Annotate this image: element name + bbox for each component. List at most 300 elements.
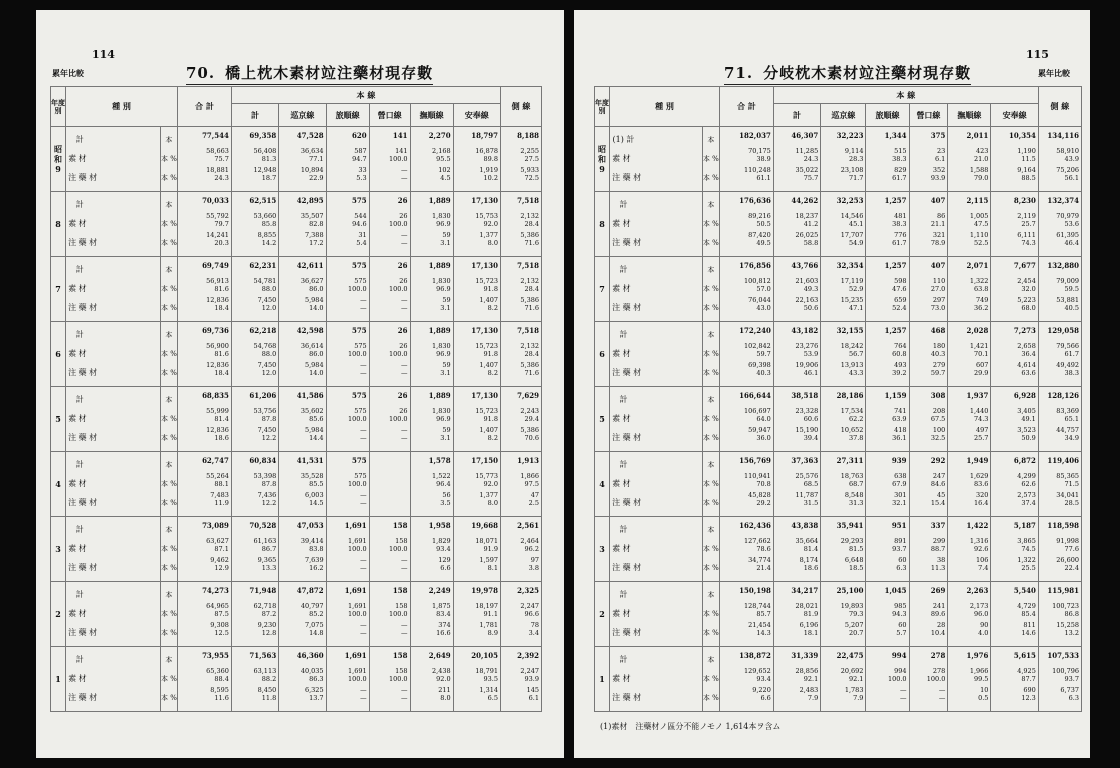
- value-pair: [866, 146, 906, 164]
- count-value: 15,258: [1056, 621, 1079, 629]
- count-value: 15,723: [475, 407, 498, 415]
- kind-text: 注 藥 材: [68, 173, 98, 182]
- kind-total-label: [612, 326, 700, 344]
- percent-value: —: [900, 694, 907, 702]
- count-value: 9,164: [1017, 166, 1036, 174]
- percent-value: 5.3: [356, 174, 367, 182]
- value-pair: [279, 425, 323, 443]
- count-value: 1,830: [432, 407, 451, 415]
- table-row: [51, 647, 542, 712]
- value-stack: [411, 387, 451, 443]
- value-pair: [720, 211, 771, 229]
- kind-cell: [66, 387, 161, 452]
- unit-labels: [703, 326, 719, 382]
- unit-label: 本 %: [160, 675, 177, 683]
- kind-cell: [610, 517, 703, 582]
- count-value: 208: [932, 407, 946, 415]
- count-value: 60,834: [249, 456, 277, 465]
- value-pair: [370, 230, 408, 248]
- value-cell: [719, 582, 773, 647]
- value-cell: [909, 192, 948, 257]
- value-pair: [866, 165, 906, 183]
- value-pair: [454, 341, 498, 359]
- total-value: [866, 322, 906, 340]
- unit-label: 本: [165, 461, 173, 469]
- table-number: 70.: [186, 64, 216, 82]
- percent-value: 29.4: [524, 415, 539, 423]
- value-pair: [232, 555, 276, 573]
- percent-value: 5.4: [356, 239, 367, 247]
- total-value: [866, 647, 906, 665]
- percent-value: 85.8: [261, 220, 277, 228]
- value-stack: [821, 517, 863, 573]
- percent-value: 87.5: [214, 610, 229, 618]
- kind-text: 素 材: [68, 674, 87, 683]
- value-stack: [991, 257, 1035, 313]
- count-value: 17,130: [471, 391, 498, 400]
- value-cell: [909, 582, 948, 647]
- value-pair: [774, 211, 818, 229]
- kind-raw-label: [68, 605, 158, 623]
- value-pair: [948, 536, 988, 554]
- unit-cell: [160, 192, 177, 257]
- count-value: 2,573: [1017, 491, 1036, 499]
- value-stack: [910, 387, 946, 443]
- total-value: [370, 127, 408, 145]
- total-value: [327, 582, 367, 600]
- total-value: [948, 452, 988, 470]
- percent-value: 28.3: [848, 155, 864, 163]
- count-value: 587: [354, 147, 367, 155]
- count-value: 18,763: [840, 472, 864, 480]
- count-value: 10,652: [840, 426, 864, 434]
- total-value: [178, 647, 229, 665]
- count-value: 59: [442, 361, 451, 369]
- total-value: [327, 127, 367, 145]
- count-value: 5,933: [520, 166, 539, 174]
- total-value: [910, 452, 946, 470]
- value-stack: [454, 387, 498, 443]
- count-value: 42,611: [296, 261, 324, 270]
- value-stack: [279, 192, 323, 248]
- value-cell: [1038, 127, 1081, 192]
- count-value: 575: [354, 342, 367, 350]
- count-value: 32,223: [836, 131, 864, 140]
- table-row: [595, 387, 1082, 452]
- count-value: 3,523: [1017, 426, 1036, 434]
- percent-value: 3.1: [440, 434, 451, 442]
- count-value: 62,747: [202, 456, 229, 465]
- value-stack: [1039, 647, 1079, 703]
- percent-value: 18.1: [803, 629, 819, 637]
- value-pair: [279, 536, 323, 554]
- value-cell: [231, 322, 278, 387]
- unit-cell: [160, 582, 177, 647]
- percent-value: 52.9: [848, 285, 864, 293]
- line-header: 營口線: [369, 104, 410, 127]
- percent-value: 89.8: [483, 155, 498, 163]
- value-pair: [501, 341, 539, 359]
- value-pair: [279, 555, 323, 573]
- kind-text: 計: [75, 265, 84, 274]
- percent-value: 94.3: [892, 610, 907, 618]
- value-cell: [991, 192, 1038, 257]
- value-pair: [279, 165, 323, 183]
- value-stack: [454, 452, 498, 508]
- kind-cell: [66, 517, 161, 582]
- kind-text: 注 藥 材: [612, 628, 642, 637]
- count-value: 1,691: [344, 651, 367, 660]
- count-value: 1,522: [432, 472, 451, 480]
- unit-labels: [161, 326, 177, 382]
- year-cell: [51, 192, 66, 257]
- kind-labels: [612, 521, 700, 577]
- count-value: —: [401, 621, 408, 629]
- kind-labels: [612, 586, 700, 642]
- count-value: 1,578: [428, 456, 451, 465]
- count-value: 58,663: [206, 147, 229, 155]
- unit-cell: [702, 127, 719, 192]
- unit-label: 本: [165, 591, 173, 599]
- table-number: 71.: [724, 64, 754, 82]
- percent-value: 92.1: [848, 675, 864, 683]
- percent-value: 3.1: [440, 239, 451, 247]
- percent-value: 11.9: [214, 499, 229, 507]
- total-value: [232, 647, 276, 665]
- value-pair: [411, 165, 451, 183]
- count-value: 70,033: [202, 196, 229, 205]
- total-value: [910, 257, 946, 275]
- value-stack: [501, 452, 539, 508]
- kind-raw-label: [612, 475, 700, 493]
- kind-treated-label: [612, 559, 700, 577]
- value-pair: [178, 601, 229, 619]
- value-cell: [501, 257, 542, 322]
- count-value: 5,187: [1013, 521, 1036, 530]
- count-value: 575: [354, 472, 367, 480]
- value-pair: [501, 685, 539, 703]
- count-value: 297: [932, 296, 946, 304]
- value-cell: [178, 582, 232, 647]
- total-value: [279, 387, 323, 405]
- value-cell: [453, 257, 500, 322]
- value-pair: [411, 555, 451, 573]
- table-title: [724, 62, 971, 85]
- count-value: 63,627: [206, 537, 229, 545]
- count-value: 26: [397, 196, 408, 205]
- value-pair: [774, 341, 818, 359]
- count-value: 8,595: [210, 686, 229, 694]
- count-value: 53,660: [253, 212, 277, 220]
- value-pair: [327, 360, 367, 378]
- percent-value: 8.0: [487, 499, 498, 507]
- total-value: [370, 387, 408, 405]
- count-value: 128,744: [743, 602, 771, 610]
- value-stack: [370, 257, 408, 313]
- value-pair: [821, 146, 863, 164]
- value-pair: [821, 295, 863, 313]
- percent-value: 52.4: [892, 304, 907, 312]
- percent-value: 75.7: [214, 155, 229, 163]
- count-value: 134,116: [1047, 131, 1079, 140]
- total-value: [910, 322, 946, 340]
- total-value: [774, 517, 818, 535]
- unit-label: 本: [165, 331, 173, 339]
- value-pair: [991, 490, 1035, 508]
- total-value: [948, 647, 988, 665]
- total-value: [279, 452, 323, 470]
- kind-text: 素 材: [68, 154, 87, 163]
- percent-value: 40.5: [1064, 304, 1079, 312]
- percent-value: 14.3: [756, 629, 771, 637]
- percent-value: 86.8: [1064, 610, 1079, 618]
- year-label: 2: [55, 609, 61, 619]
- percent-value: 20.3: [214, 239, 229, 247]
- total-value: [178, 517, 229, 535]
- kind-text: 素 材: [612, 609, 631, 618]
- value-pair: [411, 620, 451, 638]
- count-value: 35,602: [300, 407, 324, 415]
- value-stack: [370, 192, 408, 248]
- count-value: 5,984: [304, 426, 324, 434]
- value-stack: [910, 257, 946, 313]
- count-value: 21,603: [795, 277, 819, 285]
- count-value: 34,774: [748, 556, 771, 564]
- value-pair: [501, 620, 539, 638]
- unit-labels: [161, 456, 177, 512]
- count-value: 62,231: [249, 261, 277, 270]
- value-pair: [178, 146, 229, 164]
- count-value: 407: [930, 196, 946, 205]
- count-value: 61,206: [249, 391, 277, 400]
- unit-label: 本: [707, 656, 715, 664]
- percent-value: 88.5: [1021, 174, 1036, 182]
- value-pair: [279, 230, 323, 248]
- count-value: —: [401, 166, 408, 174]
- value-stack: [866, 517, 906, 573]
- value-cell: [1038, 452, 1081, 517]
- count-value: 497: [976, 426, 989, 434]
- unit-cell: [160, 127, 177, 192]
- year-cell: [595, 127, 610, 192]
- count-value: 575: [352, 261, 367, 270]
- kind-treated-label: [612, 429, 700, 447]
- table-title-text: 橋上枕木素材竝注藥材現存數: [225, 64, 434, 82]
- total-value: [821, 582, 863, 600]
- kind-treated-label: [68, 689, 158, 707]
- percent-value: 36.0: [756, 434, 771, 442]
- main-line-header: 本 線: [773, 87, 1038, 104]
- percent-value: 13.3: [261, 564, 277, 572]
- right-page: [574, 10, 1090, 758]
- year-label: 7: [55, 284, 61, 294]
- percent-value: 88.7: [930, 545, 946, 553]
- unit-label: 本: [707, 526, 715, 534]
- value-pair: [1039, 490, 1079, 508]
- percent-value: 74.3: [973, 415, 989, 423]
- total-value: [232, 257, 276, 275]
- value-cell: [178, 257, 232, 322]
- count-value: 28,021: [795, 602, 819, 610]
- value-pair: [1039, 406, 1079, 424]
- total-value: [411, 192, 451, 210]
- total-value: [948, 582, 988, 600]
- unit-label: 本: [165, 656, 173, 664]
- total-value: [411, 387, 451, 405]
- count-value: 118,598: [1047, 521, 1079, 530]
- value-pair: [178, 425, 229, 443]
- count-value: 43,766: [791, 261, 819, 270]
- value-cell: [178, 517, 232, 582]
- value-stack: [232, 322, 276, 378]
- percent-value: —: [401, 629, 408, 637]
- value-pair: [774, 620, 818, 638]
- count-value: 575: [352, 391, 367, 400]
- value-pair: [501, 555, 539, 573]
- count-value: 6,928: [1013, 391, 1036, 400]
- value-stack: [1039, 452, 1079, 508]
- value-cell: [231, 387, 278, 452]
- data-table: [594, 86, 1082, 712]
- unit-labels: [703, 261, 719, 317]
- count-value: 14,241: [206, 231, 229, 239]
- branch-header: 側 線: [1038, 87, 1081, 127]
- value-cell: [1038, 257, 1081, 322]
- value-stack: [370, 387, 408, 443]
- unit-labels: [703, 586, 719, 642]
- total-value: [866, 257, 906, 275]
- percent-value: 4.0: [978, 629, 989, 637]
- percent-value: 91.8: [483, 285, 498, 293]
- count-value: 19,978: [471, 586, 498, 595]
- value-stack: [1039, 387, 1079, 443]
- count-value: 741: [894, 407, 907, 415]
- percent-value: 74.5: [1021, 545, 1036, 553]
- percent-value: —: [360, 629, 367, 637]
- value-cell: [719, 127, 773, 192]
- unit-label: 本: [707, 266, 715, 274]
- total-value: [991, 582, 1035, 600]
- count-value: 575: [352, 326, 367, 335]
- percent-value: 21.0: [973, 155, 989, 163]
- value-stack: [327, 127, 367, 183]
- percent-value: 100.0: [348, 675, 367, 683]
- value-cell: [326, 322, 369, 387]
- count-value: 180: [932, 342, 946, 350]
- value-cell: [279, 387, 326, 452]
- count-value: 28,856: [795, 667, 819, 675]
- count-value: 22,163: [795, 296, 819, 304]
- count-value: 301: [894, 491, 907, 499]
- percent-value: 28.4: [524, 220, 539, 228]
- value-cell: [326, 192, 369, 257]
- count-value: 5,386: [520, 426, 539, 434]
- percent-value: 82.8: [309, 220, 324, 228]
- value-cell: [773, 582, 820, 647]
- kind-total-label: [68, 521, 158, 539]
- count-value: 47,528: [296, 131, 324, 140]
- value-pair: [948, 490, 988, 508]
- value-pair: [501, 406, 539, 424]
- count-value: 1,691: [348, 602, 367, 610]
- value-pair: [948, 555, 988, 573]
- value-cell: [773, 322, 820, 387]
- total-value: [821, 192, 863, 210]
- value-pair: [866, 211, 906, 229]
- count-value: 162,436: [739, 521, 771, 530]
- kind-text: 計: [75, 330, 84, 339]
- count-value: 1,691: [344, 586, 367, 595]
- total-value: [948, 322, 988, 340]
- count-value: 54,781: [253, 277, 277, 285]
- year-cell: [51, 127, 66, 192]
- total-value: [866, 127, 906, 145]
- unit-cell: [160, 452, 177, 517]
- unit-label: 本 %: [160, 350, 177, 358]
- total-value: [501, 647, 539, 665]
- value-pair: [1039, 360, 1079, 378]
- value-pair: [1039, 620, 1079, 638]
- count-value: 2,028: [966, 326, 989, 335]
- unit-label: 本 %: [702, 285, 719, 293]
- total-value: [720, 257, 771, 275]
- count-value: 172,240: [739, 326, 771, 335]
- count-value: 15,753: [475, 212, 498, 220]
- percent-value: 91.8: [483, 350, 498, 358]
- kind-labels: [68, 521, 158, 577]
- value-stack: [370, 127, 408, 183]
- value-pair: [866, 555, 906, 573]
- value-pair: [991, 555, 1035, 573]
- percent-value: 88.0: [261, 350, 277, 358]
- value-pair: [866, 230, 906, 248]
- value-cell: [719, 517, 773, 582]
- count-value: 423: [976, 147, 989, 155]
- kind-text: 注 藥 材: [612, 693, 642, 702]
- count-value: 28,186: [836, 391, 864, 400]
- value-cell: [991, 647, 1038, 712]
- value-pair: [1039, 471, 1079, 489]
- value-pair: [454, 685, 498, 703]
- percent-value: —: [401, 564, 408, 572]
- count-value: 70,175: [748, 147, 771, 155]
- value-stack: [948, 257, 988, 313]
- value-pair: [370, 360, 408, 378]
- percent-value: 2.5: [528, 499, 539, 507]
- percent-value: 92.1: [803, 675, 819, 683]
- value-pair: [411, 146, 451, 164]
- value-pair: [821, 341, 863, 359]
- value-cell: [410, 322, 453, 387]
- kind-labels: [612, 326, 700, 382]
- unit-label: 本 %: [160, 304, 177, 312]
- percent-value: 100.0: [388, 675, 408, 683]
- value-pair: [327, 276, 367, 294]
- value-pair: [991, 146, 1035, 164]
- count-value: 26,025: [795, 231, 819, 239]
- unit-labels: [703, 651, 719, 707]
- value-pair: [370, 211, 408, 229]
- count-value: 129: [438, 556, 451, 564]
- count-value: 46,307: [791, 131, 819, 140]
- count-value: 375: [930, 131, 946, 140]
- value-pair: [178, 276, 229, 294]
- value-stack: [720, 387, 771, 443]
- total-value: [948, 257, 988, 275]
- value-pair: [279, 276, 323, 294]
- count-value: 7,273: [1013, 326, 1036, 335]
- value-cell: [279, 517, 326, 582]
